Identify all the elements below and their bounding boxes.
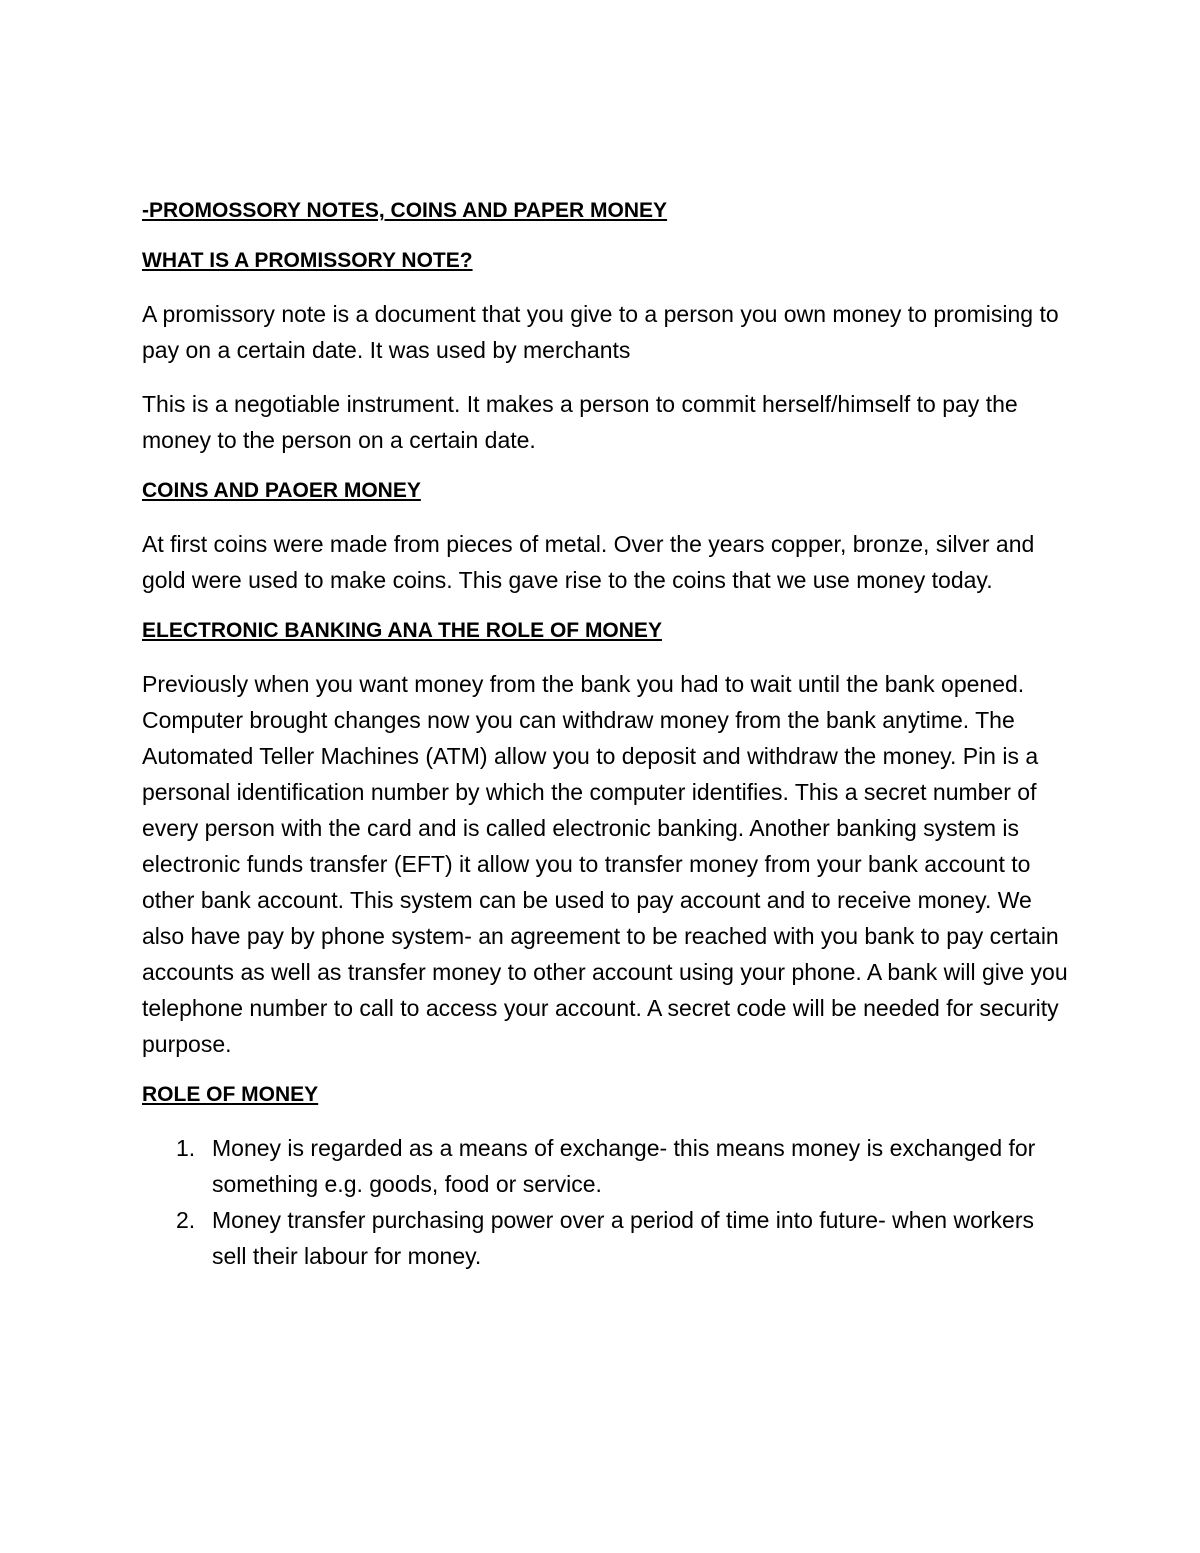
document-title: -PROMOSSORY NOTES, COINS AND PAPER MONEY	[142, 199, 668, 222]
section-heading-promissory-note: WHAT IS A PROMISSORY NOTE?	[142, 249, 473, 272]
section-heading-electronic-banking: ELECTRONIC BANKING ANA THE ROLE OF MONEY	[142, 619, 662, 642]
paragraph-electronic-banking: Previously when you want money from the bank you had to wait until the bank opened. Computer brought changes now you can withdraw money from the bank anytime. The Automated Teller Machines (ATM) allow you to deposit and withdraw the money. Pin is a personal identification number by which the computer identifies. This a secret number of every person with the card and is called electronic banking. Another banking system is electronic funds transfer (EFT) it allow you to transfer money from your bank account to other bank account. This system can be used to pay account and to receive money. We also have pay by phone system- an agreement to be reached with you bank to pay certain accounts as well as transfer money to other account using your phone. A bank will give you telephone number to call to access your account. A secret code will be needed for security purpose.	[142, 671, 1068, 1057]
paragraph-promissory-definition: A promissory note is a document that you give to a person you own money to promising to pay on a certain date. It was used by merchants	[142, 301, 1059, 363]
role-of-money-list	[142, 1130, 1072, 1274]
list-item-text: Money transfer purchasing power over a period of time into future- when workers sell their labour for money.	[212, 1207, 1035, 1269]
paragraph-negotiable-instrument: This is a negotiable instrument. It makes a person to commit herself/himself to pay the money to the person on a certain date.	[142, 391, 1018, 453]
list-item-number: 1.	[176, 1135, 196, 1161]
list-item	[142, 1202, 1072, 1274]
paragraph-coins-history: At first coins were made from pieces of metal. Over the years copper, bronze, silver and gold were used to make coins. This gave rise to the coins that we use money today.	[142, 531, 1035, 593]
list-item	[142, 1130, 1072, 1202]
section-heading-coins-paper-money: COINS AND PAOER MONEY	[142, 479, 421, 502]
list-item-number: 2.	[176, 1207, 196, 1233]
section-heading-role-of-money: ROLE OF MONEY	[142, 1083, 319, 1106]
list-item-text: Money is regarded as a means of exchange- this means money is exchanged for something e.g. goods, food or service.	[212, 1135, 1036, 1197]
document-body	[142, 196, 1072, 1274]
